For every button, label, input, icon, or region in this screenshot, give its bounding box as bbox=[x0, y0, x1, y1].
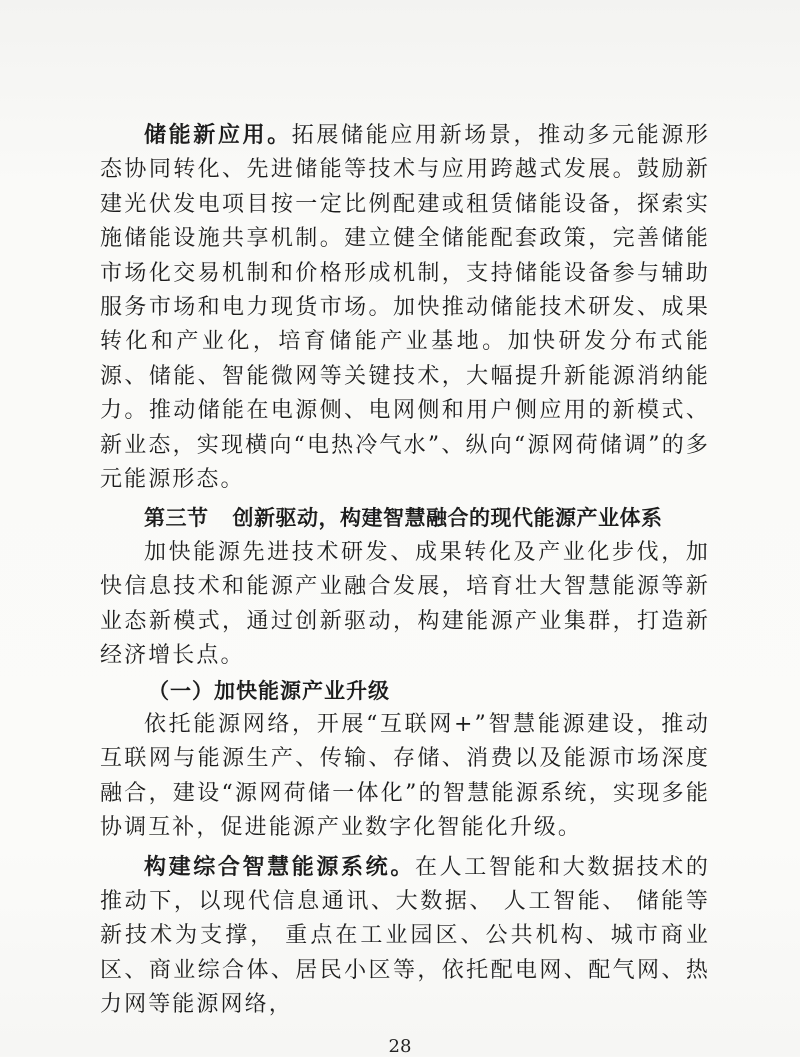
page-number: 28 bbox=[388, 1036, 412, 1057]
subsection-heading: （一）加快能源产业升级 bbox=[148, 677, 390, 703]
document-body bbox=[100, 118, 710, 1023]
storage-lead: 储能新应用。 bbox=[144, 122, 292, 148]
storage-text: 拓展储能应用新场景，推动多元能源形态协同转化、先进储能等技术与应用跨越式发展。鼓励新建光伏发电项目按一定比例配建或租赁储能设备，探索实施储能设施共享机制。建立健全储能配套政策，完善储能市场化交易机制和价格形成机制，支持储能设备参与辅助服务市场和电力现货市场。加快推动储能技术研发、成果转化和产业化，培育储能产业基地。加快研发分布式能源、储能、智能微网等关键技术，大幅提升新能源消纳能力。推动储能在电源侧、电网侧和用户侧应用的新模式、新业态，实现横向“电热冷气水”、纵向“源网荷储调”的多元能源形态。 bbox=[100, 123, 710, 493]
smart-system-lead: 构建综合智慧能源系统。 bbox=[144, 853, 415, 880]
storage-paragraph bbox=[100, 118, 710, 497]
section-intro-paragraph: 加快能源先进技术研发、成果转化及产业化步伐，加快信息技术和能源产业融合发展，培育壮大智慧能源等新业态新模式，通过创新驱动，构建能源产业集群，打造新经济增长点。 bbox=[100, 539, 710, 669]
section-label: 第三节 bbox=[144, 505, 209, 531]
smart-system-text: 在人工智能和大数据技术的推动下，以现代信息通讯、大数据、 人工智能、 储能等新技术为支撑， 重点在工业园区、公共机构、城市商业区、商业综合体、居民小区等，依托配电网、配气网、热力网等能源网络， bbox=[100, 854, 710, 1018]
upgrade-paragraph: 依托能源网络，开展“互联网+”智慧能源建设，推动互联网与能源生产、传输、存储、消费以及能源市场深度融合，建设“源网荷储一体化”的智慧能源系统，实现多能协调互补，促进能源产业数字化智能化升级。 bbox=[100, 711, 710, 841]
section-heading bbox=[100, 501, 710, 535]
section-title-text: 创新驱动，构建智慧融合的现代能源产业体系 bbox=[232, 505, 663, 531]
smart-system-paragraph bbox=[100, 850, 710, 1023]
